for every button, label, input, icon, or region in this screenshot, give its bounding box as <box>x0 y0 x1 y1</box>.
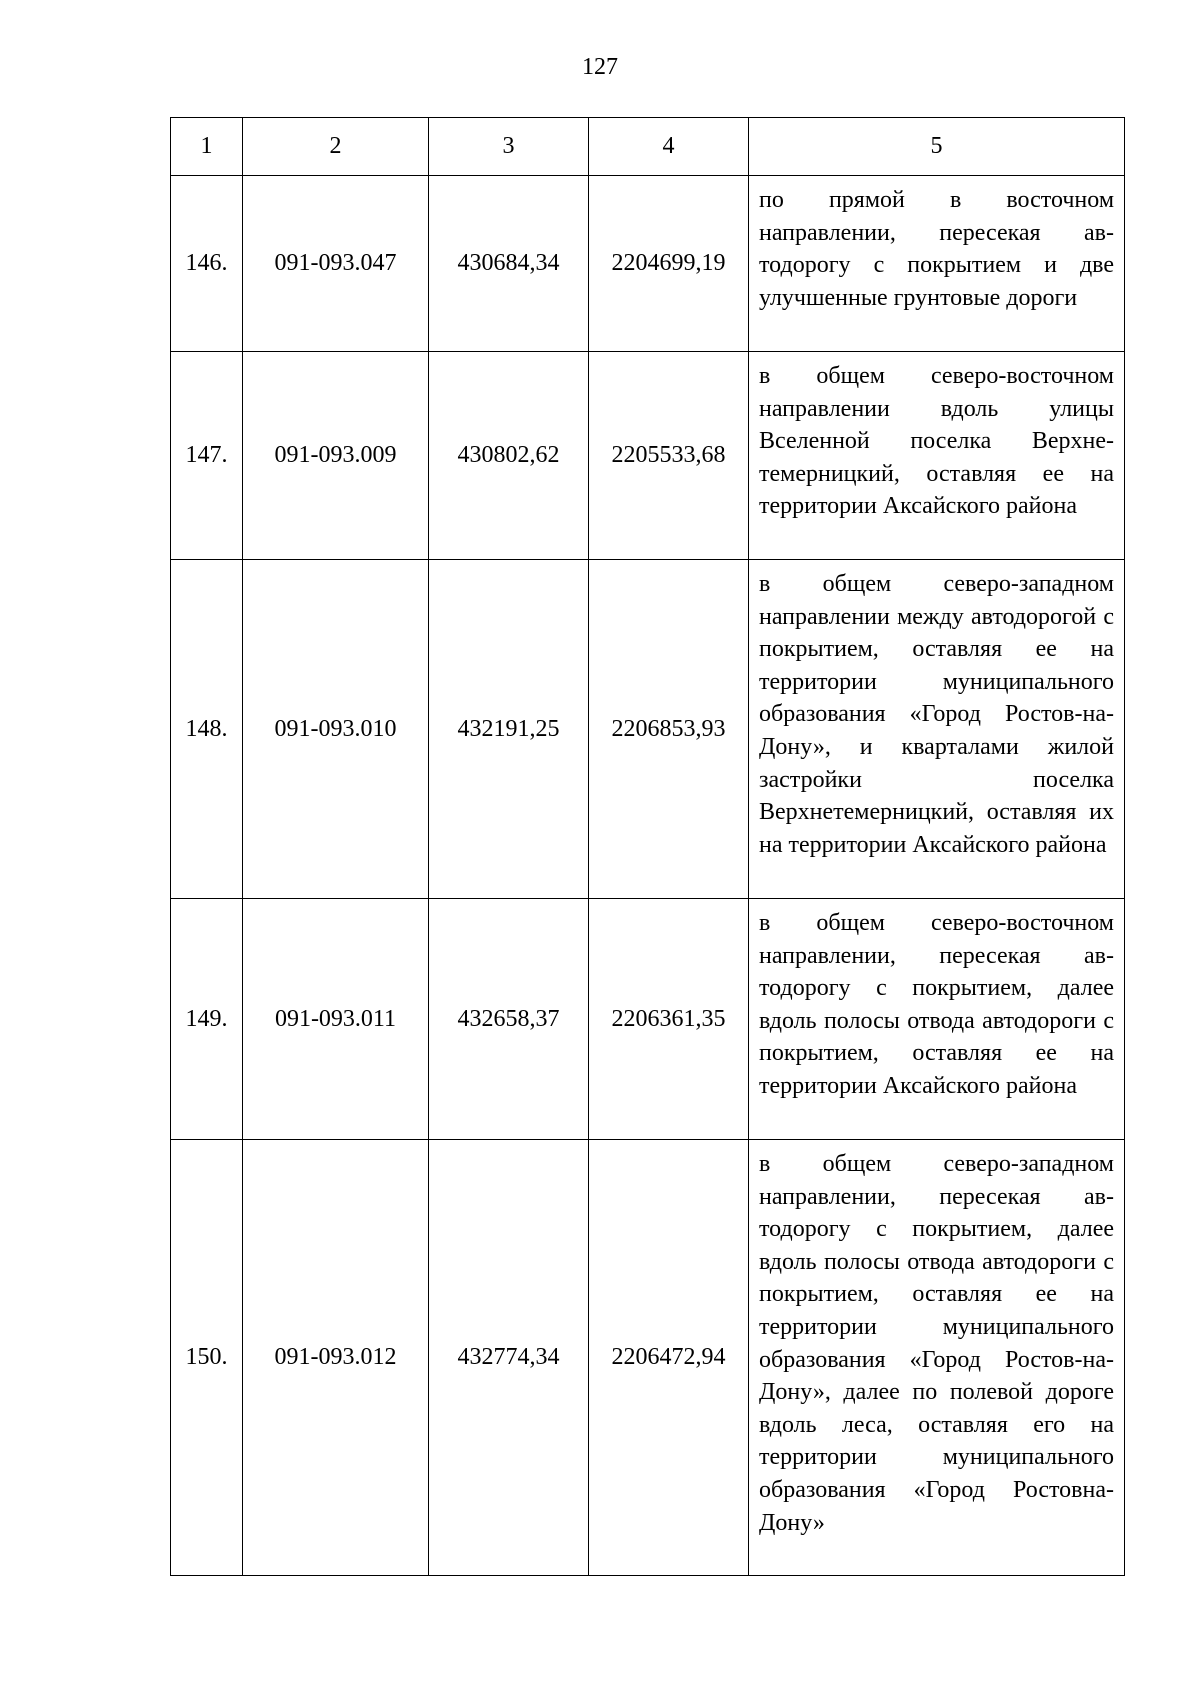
point-code-cell: 091-093.047 <box>243 176 429 352</box>
description-cell: в общем северо-западном направлении между автодорогой с покрытием, оставляя ее на территории муниципального образования «Город Ростов-на-Дону», и кварталами жилой застройки поселка Верхнетемерницкий, оставляя их на территории Аксайского района <box>749 560 1125 899</box>
table-row <box>171 560 1125 899</box>
table-row <box>171 899 1125 1140</box>
row-number-cell: 146. <box>171 176 243 352</box>
row-number-cell: 148. <box>171 560 243 899</box>
point-code-cell: 091-093.010 <box>243 560 429 899</box>
y-coordinate-cell: 2204699,19 <box>589 176 749 352</box>
column-header-5: 5 <box>749 118 1125 176</box>
column-header-3: 3 <box>429 118 589 176</box>
table-header-row <box>171 118 1125 176</box>
x-coordinate-cell: 432191,25 <box>429 560 589 899</box>
page-number: 127 <box>582 54 618 80</box>
point-code-cell: 091-093.009 <box>243 352 429 560</box>
row-number-cell: 150. <box>171 1140 243 1576</box>
table-row <box>171 352 1125 560</box>
x-coordinate-cell: 432658,37 <box>429 899 589 1140</box>
row-number-cell: 147. <box>171 352 243 560</box>
column-header-2: 2 <box>243 118 429 176</box>
column-header-4: 4 <box>589 118 749 176</box>
description-cell: по прямой в восточном направлении, пересекая автодорогу с покрытием и две улучшенные грунтовые дороги <box>749 176 1125 352</box>
y-coordinate-cell: 2206361,35 <box>589 899 749 1140</box>
description-cell: в общем северо-восточном направлении вдоль улицы Вселенной поселка Верхнетемерницкий, оставляя ее на территории Аксайского района <box>749 352 1125 560</box>
y-coordinate-cell: 2206853,93 <box>589 560 749 899</box>
point-code-cell: 091-093.012 <box>243 1140 429 1576</box>
description-cell: в общем северо-западном направлении, пересекая автодорогу с покрытием, далее вдоль полосы отвода автодороги с покрытием, оставляя ее на территории муниципального образования «Город Ростов-на-Дону», далее по полевой дороге вдоль леса, оставляя его на территории муниципального образования «Город Ростовна-Дону» <box>749 1140 1125 1576</box>
x-coordinate-cell: 432774,34 <box>429 1140 589 1576</box>
boundary-points-table <box>170 117 1125 1576</box>
row-number-cell: 149. <box>171 899 243 1140</box>
table-row <box>171 176 1125 352</box>
y-coordinate-cell: 2205533,68 <box>589 352 749 560</box>
x-coordinate-cell: 430802,62 <box>429 352 589 560</box>
description-cell: в общем северо-восточном направлении, пересекая автодорогу с покрытием, далее вдоль полосы отвода автодороги с покрытием, оставляя ее на территории Аксайского района <box>749 899 1125 1140</box>
point-code-cell: 091-093.011 <box>243 899 429 1140</box>
x-coordinate-cell: 430684,34 <box>429 176 589 352</box>
y-coordinate-cell: 2206472,94 <box>589 1140 749 1576</box>
table-row <box>171 1140 1125 1576</box>
column-header-1: 1 <box>171 118 243 176</box>
